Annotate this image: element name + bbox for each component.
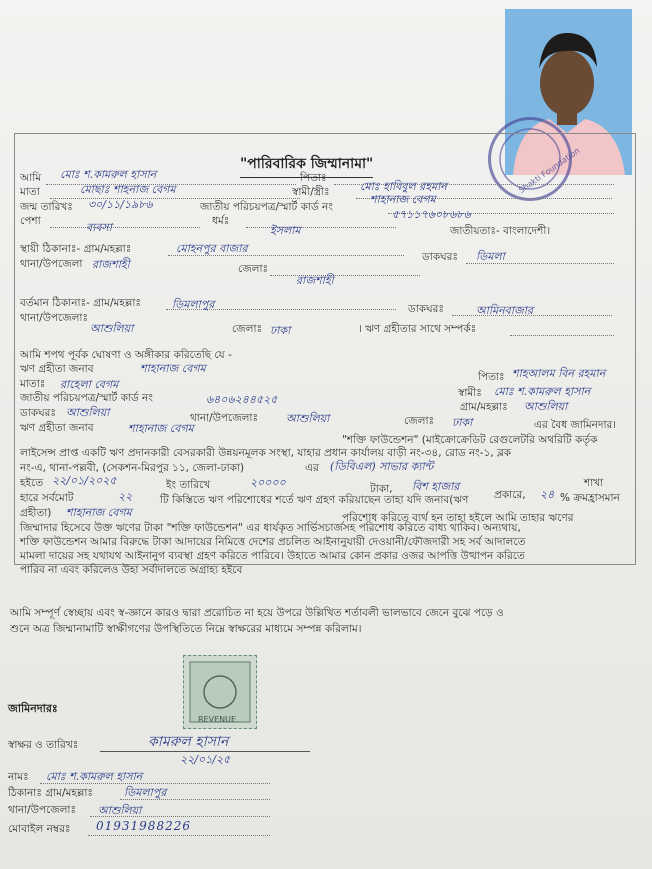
label-occupation: পেশা [20,215,41,227]
label-current-address: বর্তমান ঠিকানাঃ- গ্রাম/মহল্লাঃ [20,297,141,309]
label-mother: মাতা [20,186,40,198]
stamp-text: REVENUE [198,715,237,724]
label-current-post: ডাকঘরঃ [408,303,444,315]
inline-text: "শক্তি ফাউন্ডেশন" (মাইক্রোক্রেডিট রেগুলেটরি অথরিটি কর্তৃক [342,434,598,446]
hw-thana-3: আশুলিয়া [286,412,330,425]
inline-text: পিতাঃ [478,371,505,383]
hw-branch: (ডিবিএল) সাভার ক্যান্ট [330,460,434,473]
label-nid: জাতীয় পরিচয়পত্র/স্মার্ট কার্ড নং [200,201,333,213]
declaration-line: ডাকঘরঃ [20,407,56,419]
declaration-line: জিম্মাদার হিসেবে উক্ত ঋণের টাকা "শক্তি ফাউন্ডেশন" এর ধার্যকৃত সার্ভিসচার্জসহ পরিশোধ করিতে বাধ্য থাকিব। অন্যথায়, [20,522,521,534]
inline-text: টি কিস্তিতে ঋণ পরিশোধের শর্তে ঋণ গ্রহণ করিয়াছেন তাহা যদি জনাব(ঋণ [160,494,469,506]
hw-name: মোঃ শ.কামরুল হাসান [60,168,157,181]
hw-percent: ২৪ [540,488,555,501]
hw-father: মোঃ হাবিবুল রহমান [360,180,447,193]
hw-mobile: 01931988226 [96,819,191,833]
hw-signature: কামরুল হাসান [148,734,229,750]
dots [246,227,396,228]
closing-line: শুনে অত্র জিম্মানামাটি স্বাক্ষীগণের উপস্থিতিতে নিম্নে স্বাক্ষরের মাধ্যমে সম্পন্ন করিলাম। [10,623,362,635]
label-father: পিতাঃ [300,172,327,184]
inline-text: % ক্রমহ্রাসমান [560,492,620,504]
declaration-line: হইতে [20,477,44,489]
inline-text: এর [305,462,319,474]
declaration-line: জাতীয় পরিচয়পত্র/স্মার্ট কার্ড নং [20,392,153,404]
hw-amount: ২০০০০ [250,476,286,489]
hw-guarantor-name: মোঃ শ.কামরুল হাসান [46,770,143,783]
label-current-thana: থানা/উপজেলাঃ [20,312,89,324]
hw-borrower-3: শাহানাজ বেগম [66,506,132,519]
declaration-line: নং-এ, থানা-পল্লবী, (সেকশন-মিরপুর ১১, জেলা-ঢাকা) [20,462,245,474]
declaration-line: ঋণ গ্রহীতা জনাব [20,363,94,375]
hw-borrower-father: শাহআলম বিন রহমান [512,367,606,380]
label-district: জেলাঃ [238,263,269,275]
label-religion: ধর্মঃ [212,215,230,227]
declaration-line: ঋণ গ্রহীতা জনাব [20,422,94,434]
hw-guarantor-village: ডিমলাপুর [124,786,167,799]
hw-date: ২২/০১/২০২৫ [52,474,117,487]
hw-nid-2: ৬৪০৬২৪৪৫২৫ [206,393,278,406]
hw-district-3: ঢাকা [452,416,473,429]
declaration-line: হারে সর্বমোট [20,492,74,504]
label-thana: থানা/উপজেলা [20,258,83,270]
inline-text: জেলাঃ [404,415,435,427]
hw-borrower-mother: রাহেলা বেগম [60,378,119,391]
hw-post-2: আশুলিয়া [66,406,110,419]
declaration-line: মাতাঃ [20,378,46,390]
hw-village-2: আশুলিয়া [524,400,568,413]
hw-amount-words: বিশ হাজার [412,480,460,493]
dots [88,835,270,836]
dots [50,227,200,228]
hw-current-post: আমিনবাজার [476,304,534,317]
label-mobile: মোবাইল নম্বরঃ [8,823,71,835]
inline-text: পরিশোধ করিতে ব্যর্থ হন তাহা হইলে আমি তাহার ঋণের [342,512,574,524]
closing-line: আমি সম্পূর্ণ স্বেচ্ছায় এবং স্ব-জ্ঞানে কারও দ্বারা প্ররোচিত না হয়ে উপরে উল্লিখিত শর্তাবলী ভালভাবে জেনে বুঝে পড়ে ও [10,607,504,619]
inline-text: প্রকারে, [494,489,526,501]
label-guarantor-thana: থানা/উপজেলাঃ [8,804,77,816]
hw-installments: ২২ [118,490,133,503]
hw-borrower: শাহানাজ বেগম [140,362,206,375]
label-dob: জন্ম তারিখঃ [20,201,73,213]
dots [510,335,614,336]
hw-spouse: শাহানাজ বেগম [370,193,436,206]
inline-text: এর বৈধ জামিনদার। [534,419,617,431]
hw-thana: রাজশাহী [92,258,130,271]
declaration-line: পারিব না এবং করিলেও উহা সর্বাদালতে অগ্রাহ্য হইবে [20,564,243,576]
hw-nid: ৫৭১১৭৬০৮৬৮৬ [392,208,471,221]
declaration-line: শক্তি ফাউন্ডেশন আমার বিরুদ্ধে টাকা আদায়ের নিমিত্তে দেশের প্রচলিত আইনানুযায়ী দেওয়ানী/ফৌজদারী সহ সর্ব আদালতে [20,536,526,548]
hw-village: মোহনপুর বাজার [176,242,248,255]
hw-district: রাজশাহী [296,274,334,287]
declaration-line: আমি শপথ পূর্বক ঘোষণা ও অঙ্গীকার করিতেছি যে - [20,349,232,361]
hw-mother: মোছাঃ শাহনাজ বেগম [80,183,176,196]
dots [270,275,420,276]
label-permanent-address: স্থায়ী ঠিকানাঃ- গ্রাম/মহল্লাঃ [20,243,132,255]
inline-text: স্বামীঃ [458,387,482,399]
hw-current-district: ঢাকা [270,324,291,337]
inline-text: ইং তারিখে [166,479,211,491]
inline-text: টাকা, [370,483,393,495]
declaration-line: গ্রহীতা) [20,507,52,519]
declaration-line: মামলা দায়ের সহ যথাযথ আইনানুগ ব্যবস্থা গ্রহণ করিতে পারিবে। উহাতে আমার কোন প্রকার ওজর আপত্তি উত্থাপন করিতে [20,550,525,562]
hw-borrower-spouse: মোঃ শ.কামরুল হাসান [494,385,591,398]
revenue-stamp [183,655,257,729]
seal-text: Shakti Foundation [517,146,582,195]
label-current-district: জেলাঃ [232,323,263,335]
inline-text: গ্রাম/মহল্লাঃ [460,401,508,413]
hw-guarantor-thana: আশুলিয়া [98,804,142,817]
hw-current-village: ডিমলাপুর [172,298,215,311]
hw-religion: ইসলাম [270,224,301,237]
label-name: আমি [20,172,42,184]
hw-current-thana: আশুলিয়া [90,322,134,335]
label-nationality: জাতীয়তাঃ- বাংলাদেশী। [450,225,551,237]
label-guarantor-name: নামঃ [8,771,29,783]
inline-text: থানা/উপজেলাঃ [190,412,259,424]
hw-occupation: ব্যবসা [86,221,112,234]
label-post: ডাকঘরঃ [422,251,458,263]
label-spouse: স্বামী/স্ত্রীঃ [292,186,330,198]
document-title: "পারিবারিক জিম্মানামা" [240,152,373,178]
declaration-line: লাইসেন্স প্রাপ্ত একটি ঋণ প্রদানকারী বেসরকারী উন্নয়নমূলক সংস্থা, যাহার প্রধান কার্যালয় বাড়ী নং-৩৪, রোড নং-১, ব্লক [20,447,512,459]
label-guarantor-address: ঠিকানাঃ গ্রাম/মহল্লাঃ [8,787,93,799]
hw-post: ডিমলা [476,250,505,263]
hw-dob: ৩০/১১/১৯৮৬ [88,198,153,211]
inline-text: শাখা [584,477,604,489]
label-relation: । ঋণ গ্রহীতার সাথে সম্পর্কঃ [358,323,477,335]
label-signature-date: স্বাক্ষর ও তারিখঃ [8,739,79,751]
guarantor-heading: জামিনদারঃ [8,702,58,715]
hw-signature-date: ২২/০১/২৫ [180,753,231,766]
hw-borrower-2: শাহানাজ বেগম [128,422,194,435]
